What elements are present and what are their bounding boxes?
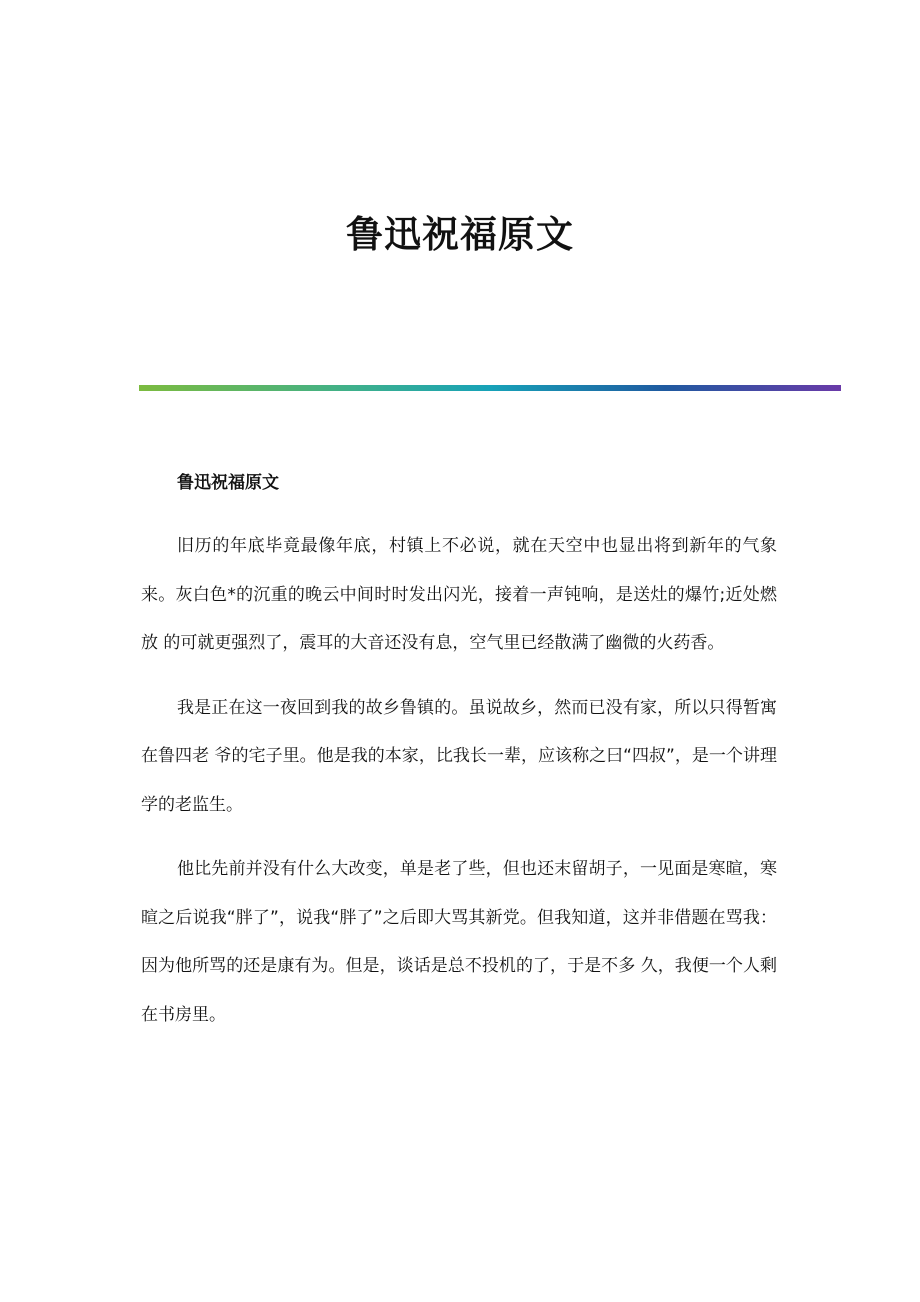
section-heading: 鲁迅祝福原文 bbox=[177, 473, 279, 493]
document-body bbox=[141, 466, 777, 1055]
paragraph-1: 旧历的年底毕竟最像年底，村镇上不必说，就在天空中也显出将到新年的气象来。灰白色*的沉重的晚云中间时时发出闪光，接着一声钝响，是送灶的爆竹;近处燃放 的可就更强烈了，震耳的大音还没有息，空气里已经散满了幽微的火药香。 bbox=[141, 536, 777, 653]
paragraph-2: 我是正在这一夜回到我的故乡鲁镇的。虽说故乡，然而已没有家，所以只得暂寓在鲁四老 爷的宅子里。他是我的本家，比我长一辈，应该称之曰“四叔”，是一个讲理学的老监生。 bbox=[141, 697, 777, 815]
paragraph-3: 他比先前并没有什么大改变，单是老了些，但也还末留胡子，一见面是寒暄，寒暄之后说我“胖了”，说我“胖了”之后即大骂其新党。但我知道，这并非借题在骂我：因为他所骂的还是康有为。但是，谈话是总不投机的了，于是不多 久，我便一个人剩在书房里。 bbox=[141, 859, 777, 1025]
gradient-divider bbox=[139, 385, 841, 391]
document-title: 鲁迅祝福原文 bbox=[346, 212, 574, 256]
